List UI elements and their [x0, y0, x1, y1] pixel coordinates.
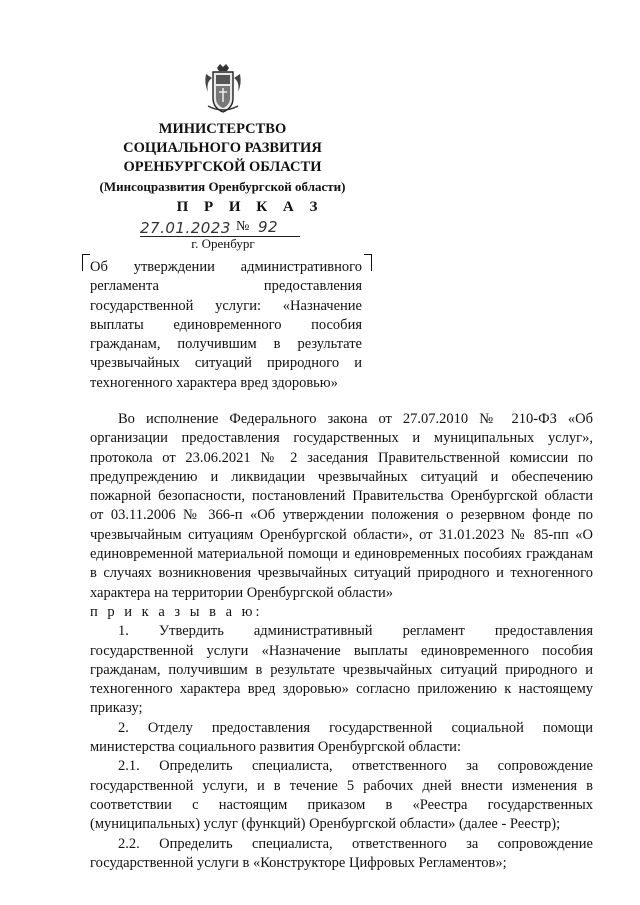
- orders-word: п р и к а з ы в а ю:: [90, 603, 263, 620]
- preamble-paragraph: Во исполнение Федерального закона от 27.07.2010 № 210-ФЗ «Об организации предоставления государственных и муниципальных услуг», протокола от 23.06.2021 № 2 заседания Правительственной комиссии по предупреждению и ликвидации чрезвычайных ситуаций и обеспечению пожарной безопасности, постановлений Правительства Оренбургской области от 03.11.2006 № 366-п «Об утверждении положения о резервном фонде по чрезвычайным ситуациям Оренбургской области», от 31.01.2023 № 85-пп «О единовременной материальной помощи и единовременных пособиях гражданам в случаях возникновения чрезвычайных ситуаций природного и техногенного характера на территории Оренбургской области»: [90, 411, 593, 601]
- number-sign: №: [236, 219, 250, 234]
- ministry-name-line: СОЦИАЛЬНОГО РАЗВИТИЯ: [123, 140, 322, 156]
- subject-bracket-right: [364, 254, 372, 271]
- ministry-name-line: МИНИСТЕРСТВО: [158, 121, 287, 137]
- order-item-2-1: 2.1. Определить специалиста, ответственного за сопровождение государственной услуги, и в течение 5 рабочих дней внести изменения в соответствии с настоящим приказом в «Реестра государственных (муниципальных) услуг (функций) Оренбургской области» (далее - Реестр);: [90, 758, 593, 833]
- city-label: г. Оренбург: [191, 236, 255, 251]
- order-date-number-line: [140, 219, 300, 237]
- ministry-header: [90, 120, 355, 196]
- coat-of-arms-emblem: [200, 62, 246, 116]
- order-subject: Об утверждении административного регламента предоставления государственной услуги: «Назначение выплаты единовременного пособия гражданам, получившим в результате чрезвычайных ситуаций природного и техногенного характера вред здоровью»: [90, 259, 362, 391]
- handwritten-date: 27.01.2023: [140, 219, 231, 237]
- order-body: [90, 410, 593, 873]
- handwritten-number: 92: [258, 218, 279, 236]
- subject-bracket-left: [82, 254, 90, 271]
- order-item-2-2: 2.2. Определить специалиста, ответственного за сопровождение государственной услуги в «Конструкторе Цифровых Регламентов»;: [90, 835, 593, 871]
- ministry-short-name: (Минсоцразвития Оренбургской области): [99, 179, 346, 194]
- document-type-title: П Р И К А З: [176, 199, 324, 215]
- ministry-name-line: ОРЕНБУРГСКОЙ ОБЛАСТИ: [123, 159, 322, 175]
- order-item-2: 2. Отделу предоставления государственной социальной помощи министерства социального развития Оренбургской области:: [90, 719, 593, 756]
- order-item-1: 1. Утвердить административный регламент предоставления государственной услуги «Назначение выплаты единовременного пособия гражданам, получившим в результате чрезвычайных ситуаций природного и техногенного характера вред здоровью» согласно приложению к настоящему приказу;: [90, 623, 593, 717]
